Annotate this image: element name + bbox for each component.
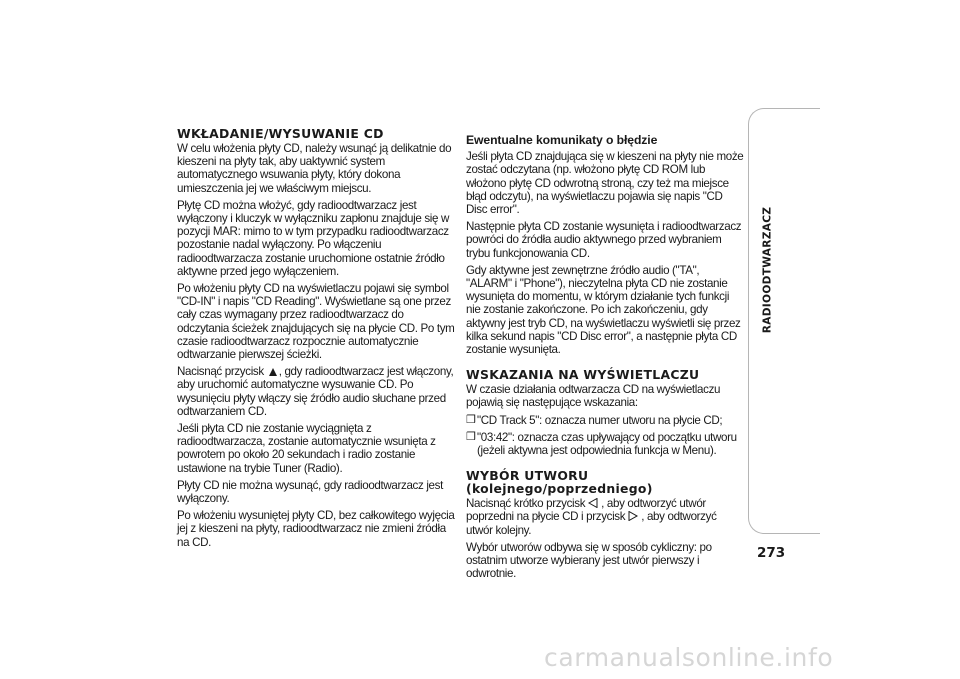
chapter-side-tab [748, 108, 820, 534]
list-item [466, 431, 744, 457]
previous-track-icon [588, 498, 598, 508]
paragraph: Następnie płyta CD zostanie wysunięta i radioodtwarzacz powróci do źródła audio aktywnego przed wybraniem trybu funkcjonowania CD. [466, 220, 742, 260]
paragraph: Jeśli płyta CD znajdująca się w kieszeni na płyty nie może zostać odczytana (np. włożono płytę CD ROM lub włożono płytę CD odwrotną stroną, czy też ma miejsce błąd odczytu), na wyświetlaczu pojawia się napis "CD Disc error". [466, 150, 744, 217]
paragraph: Płyty CD nie można wysunąć, gdy radioodtwarzacz jest wyłączony. [177, 478, 443, 506]
next-track-icon [628, 511, 638, 521]
section-title-display: WSKAZANIA NA WYŚWIETLACZU [466, 367, 700, 383]
bullet-icon: ❒ [466, 430, 476, 443]
section-title-line: (kolejnego/poprzedniego) [466, 481, 653, 497]
paragraph [177, 365, 455, 418]
paragraph: Gdy aktywne jest zewnętrzne źródło audio ("TA", "ALARM" i "Phone"), nieczytelna płyta CD nie zostanie wysunięta do momentu, w którym działanie tych funkcji nie zostanie zakończone. Po ich zakończeniu, gdy aktywny jest tryb CD, na wyświetlaczu wyświetli się przez kilka sekund napis "CD Disc error", a następnie płyta CD zostanie wysunięta. [466, 263, 741, 357]
text-fragment: Nacisnąć krótko przycisk [466, 497, 586, 511]
paragraph: W czasie działania odtwarzacza CD na wyświetlaczu pojawią się następujące wskazania: [466, 383, 721, 410]
section-title-track-select [466, 469, 744, 495]
text-fragment: , gdy radioodtwarzacz jest włączony, aby uruchomić automatyczne wysuwanie CD. Po wysunięciu płyty włączy się źródło audio słuchane przed odtwarzaniem CD. [177, 365, 454, 418]
page-number: 273 [757, 545, 786, 561]
text-fragment: , aby odtworzyć utwór kolejny. [466, 510, 717, 537]
text-fragment: Nacisnąć przycisk [177, 365, 264, 379]
paragraph: W celu włożenia płyty CD, należy wsunąć ją delikatnie do kieszeni na płyty tak, aby uaktywnić system automatycznego wsuwania płyty, który dokona umieszczenia jej we właściwym miejscu. [177, 142, 452, 195]
subsection-title-errors: Ewentualne komunikaty o błędzie [466, 133, 658, 147]
paragraph: Po włożeniu wysuniętej płyty CD, bez całkowitego wyjęcia jej z kieszeni na płyty, radioodtwarzacz nie zmieni źródła na CD. [177, 509, 455, 549]
paragraph: Po włożeniu płyty CD na wyświetlaczu pojawi się symbol "CD-IN" i napis "CD Reading". Wyświetlane są one przez cały czas wymagany przez radioodtwarzacz do odczytania ścieżek znajdujących się na płycie CD. Po tym czasie radioodtwarzacz rozpocznie automatycznie odtwarzanie pierwszej ścieżki. [177, 282, 455, 362]
bullet-icon: ❒ [466, 413, 476, 426]
left-column [177, 127, 455, 553]
section-title-line: WYBÓR UTWORU [466, 468, 589, 484]
eject-icon [269, 368, 277, 376]
paragraph: Jeśli płyta CD nie zostanie wyciągnięta z radioodtwarzacza, zostanie automatycznie wsunięta z powrotem po około 20 sekundach i radio zostanie ustawione na trybie Tuner (Radio). [177, 422, 436, 475]
chapter-tab-label [760, 200, 774, 340]
chapter-tab-text: RADIOODTWARZACZ [761, 206, 773, 334]
list-item-text: "CD Track 5": oznacza numer utworu na płycie CD; [477, 413, 723, 427]
section-title-insert-eject: WKŁADANIE/WYSUWANIE CD [177, 126, 384, 141]
paragraph [466, 497, 744, 537]
paragraph: Płytę CD można włożyć, gdy radioodtwarzacz jest wyłączony i kluczyk w wyłączniku zapłonu znajduje się w pozycji MAR: mimo to w tym przypadku radioodtwarzacz pozostanie nadal wyłączony. Po włączeniu radioodtwarzacza zostanie uruchomione ostatnie źródło aktywne przed jego wyłączeniem. [177, 198, 450, 278]
watermark: carmanualsonline.info [544, 643, 834, 672]
right-column [466, 127, 744, 584]
list-item [466, 414, 744, 427]
text-fragment: , aby odtworzyć utwór poprzedni na płycie CD i przycisk [466, 497, 706, 524]
paragraph: Wybór utworów odbywa się w sposób cykliczny: po ostatnim utworze wybierany jest utwór pierwszy i odwrotnie. [466, 540, 712, 581]
list-item-text: "03:42": oznacza czas upływający od początku utworu (jeżeli aktywna jest odpowiednia funkcja w Menu). [477, 430, 737, 458]
